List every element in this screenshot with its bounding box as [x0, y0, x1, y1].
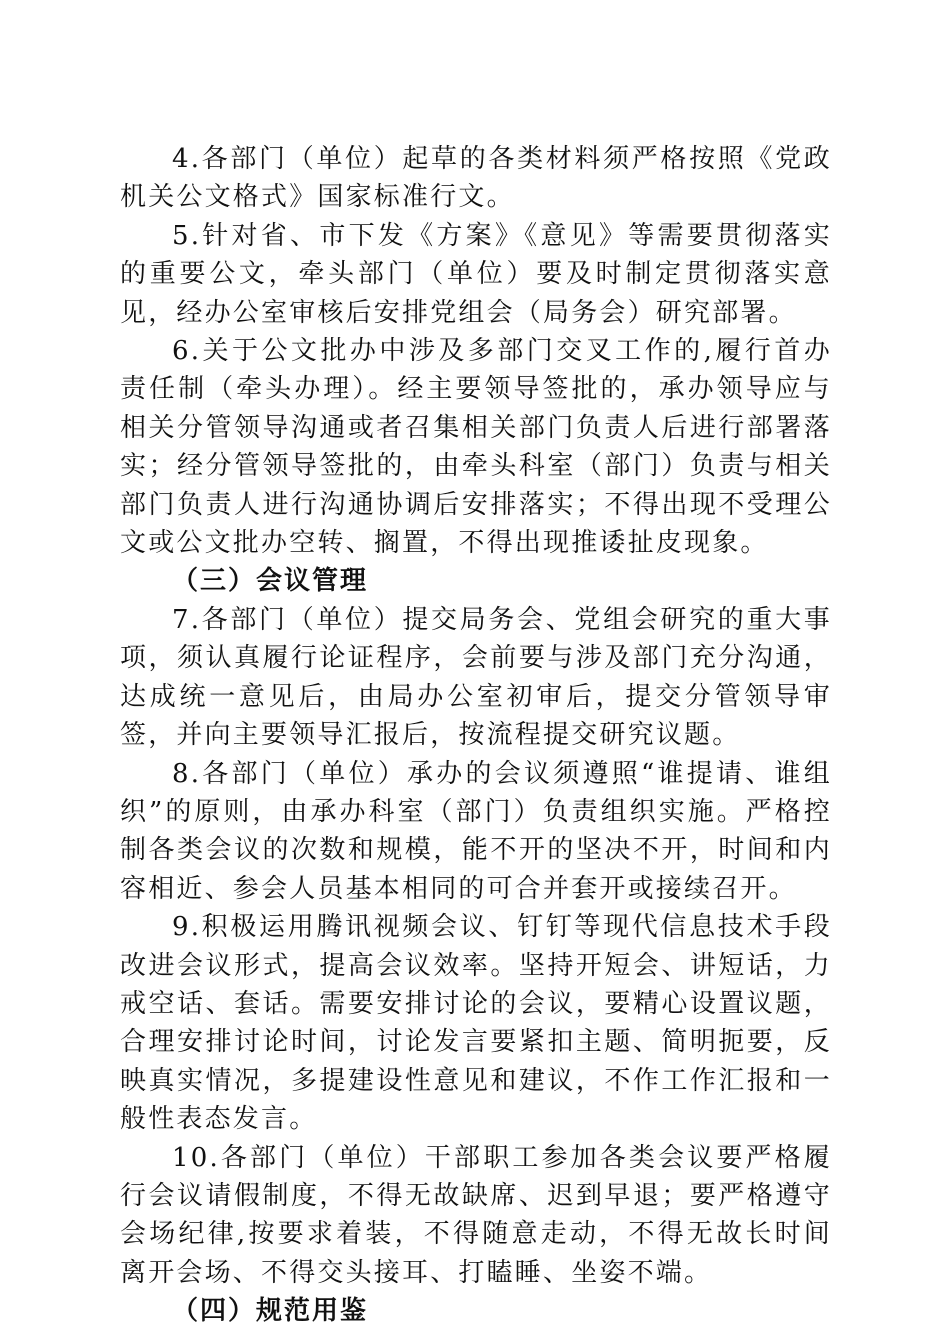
- paragraph-item-5: 5.针对省、市下发《方案》《意见》等需要贯彻落实的重要公文，牵头部门（单位）要及时制定贯彻落实意见，经办公室审核后安排党组会（局务会）研究部署。: [120, 220, 832, 328]
- paragraph-item-8: 8.各部门（单位）承办的会议须遵照“谁提请、谁组织”的原则，由承办科室（部门）负责组织实施。严格控制各类会议的次数和规模，能不开的坚决不开，时间和内容相近、参会人员基本相同的可合并套开或接续召开。: [120, 758, 832, 904]
- section-heading-meeting-management: （三）会议管理: [172, 566, 369, 597]
- section-heading-seal-usage: （四）规范用鉴: [172, 1296, 369, 1327]
- paragraph-item-4: 4.各部门（单位）起草的各类材料须严格按照《党政机关公文格式》国家标准行文。: [120, 144, 832, 213]
- paragraph-item-6: 6.关于公文批办中涉及多部门交叉工作的,履行首办责任制（牵头办理）。经主要领导签批的，承办领导应与相关分管领导沟通或者召集相关部门负责人后进行部署落实；经分管领导签批的，由牵头科室（部门）负责与相关部门负责人进行沟通协调后安排落实；不得出现不受理公文或公文批办空转、搁置，不得出现推诿扯皮现象。: [120, 336, 832, 559]
- paragraph-item-9: 9.积极运用腾讯视频会议、钉钉等现代信息技术手段改进会议形式，提高会议效率。坚持开短会、讲短话，力戒空话、套话。需要安排讨论的会议，要精心设置议题，合理安排讨论时间，讨论发言要紧扣主题、简明扼要，反映真实情况，多提建设性意见和建议，不作工作汇报和一般性表态发言。: [120, 912, 832, 1135]
- document-page: [120, 140, 832, 1331]
- paragraph-item-7: 7.各部门（单位）提交局务会、党组会研究的重大事项，须认真履行论证程序，会前要与涉及部门充分沟通，达成统一意见后，由局办公室初审后，提交分管领导审签，并向主要领导汇报后，按流程提交研究议题。: [120, 604, 832, 751]
- paragraph-item-10: 10.各部门（单位）干部职工参加各类会议要严格履行会议请假制度，不得无故缺席、迟到早退；要严格遵守会场纪律,按要求着装，不得随意走动，不得无故长时间离开会场、不得交头接耳、打瞌睡、坐姿不端。: [120, 1142, 832, 1288]
